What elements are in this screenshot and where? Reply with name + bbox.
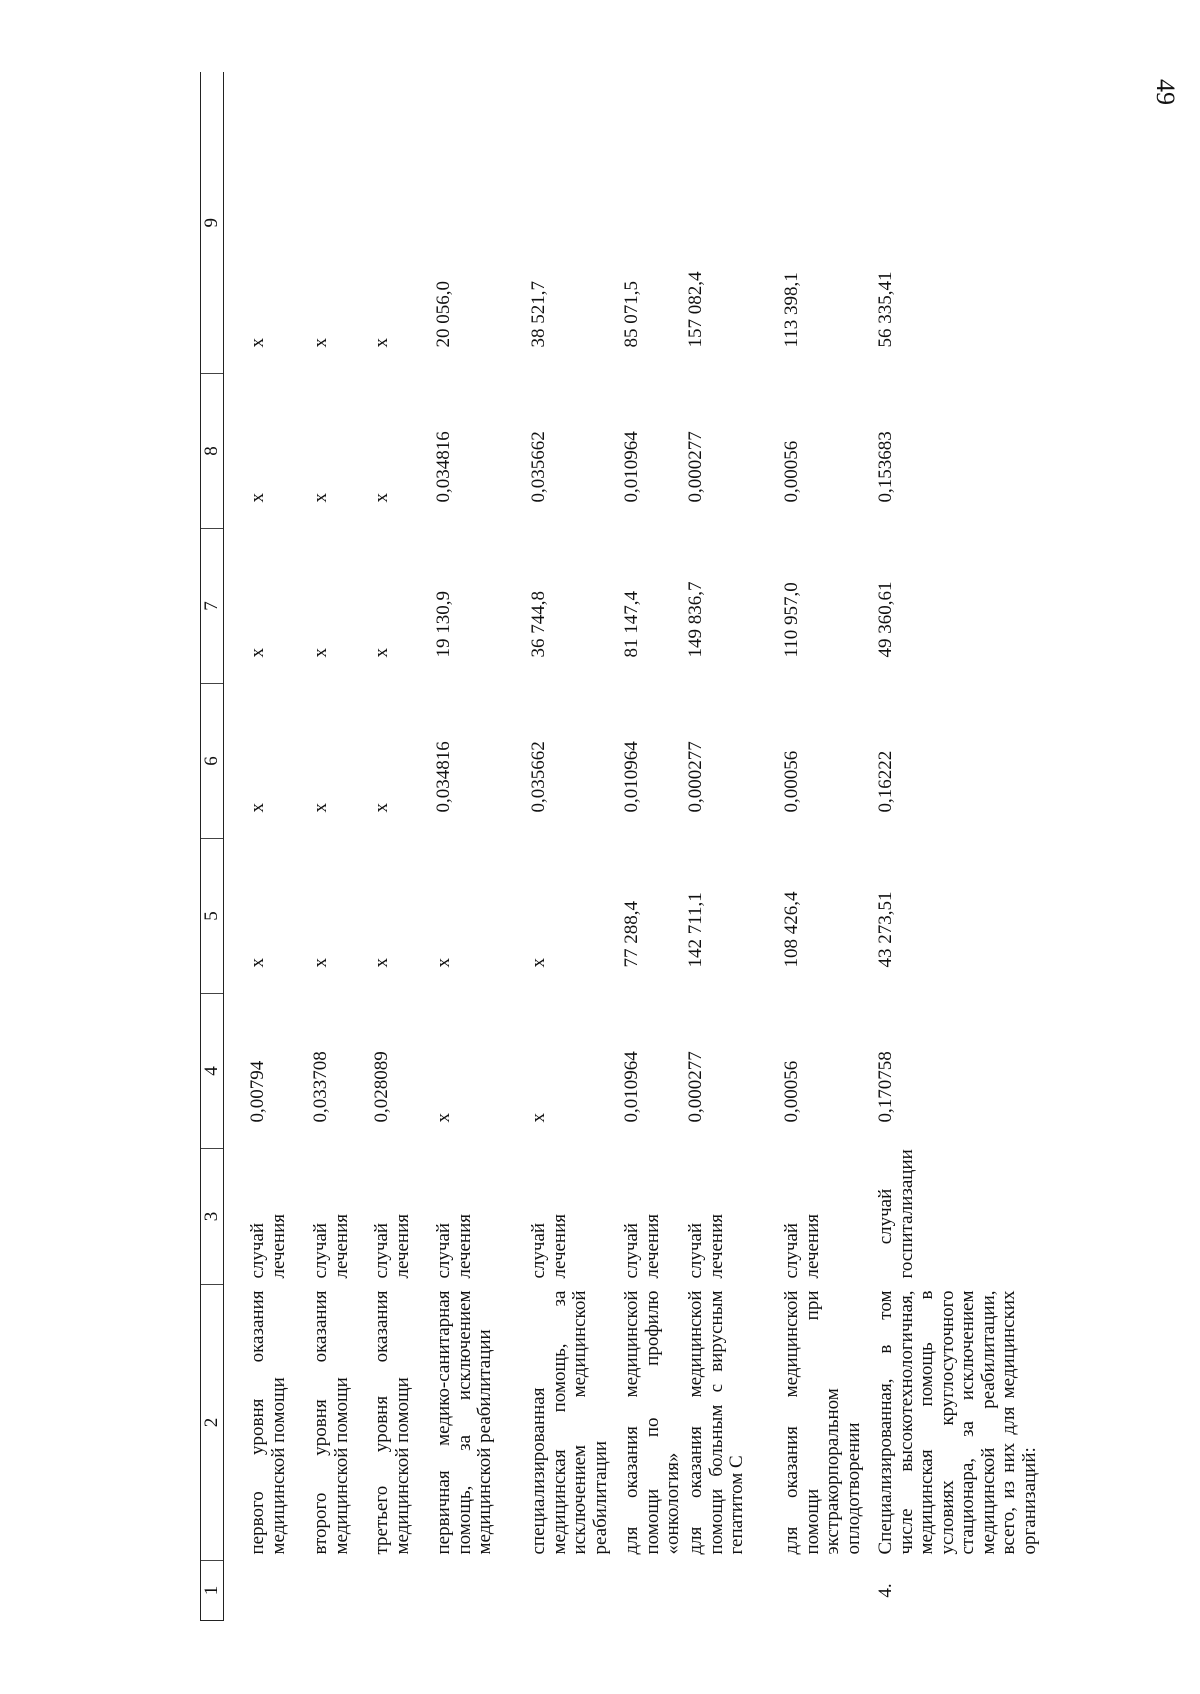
column-header-6: 6 [201, 684, 224, 839]
cell-col-9: 56 335,41 [875, 271, 896, 348]
cell-col-6: 0,00056 [781, 750, 802, 813]
cell-col-4: 0,00056 [781, 1060, 802, 1123]
rotated-page-content [200, 73, 1040, 1621]
cell-col-8: 0,035662 [528, 431, 549, 503]
cell-col-8: 0,000277 [685, 431, 706, 503]
column-header-5: 5 [201, 839, 224, 994]
cell-col-5: 108 426,4 [781, 891, 802, 968]
cell-col-9: 85 071,5 [621, 281, 642, 348]
row-number [529, 1561, 622, 1621]
row-number [311, 1561, 372, 1621]
cell-col-6: 0,010964 [621, 741, 642, 813]
cell-col-4: 0,00794 [247, 1060, 268, 1123]
header-row [201, 73, 224, 1621]
cell-col-4: 0,033708 [310, 1051, 331, 1123]
column-header-1: 1 [201, 1561, 224, 1621]
cell-col-4: х [528, 1113, 549, 1123]
cell-col-4: 0,010964 [621, 1051, 642, 1123]
row-number [224, 1561, 312, 1621]
cell-col-5: 77 288,4 [621, 901, 642, 968]
cell-col-9: х [247, 338, 268, 348]
cell-col-7: х [310, 648, 331, 658]
cell-col-9: 38 521,7 [528, 281, 549, 348]
cell-col-8: 0,153683 [875, 431, 896, 503]
column-header-2: 2 [201, 1285, 224, 1561]
cell-col-8: х [371, 493, 392, 503]
row-number: 4. [875, 1583, 896, 1598]
row-unit: случай лечения [371, 1213, 413, 1279]
cell-col-7: 19 130,9 [433, 591, 454, 658]
column-header-8: 8 [201, 374, 224, 529]
table-row [782, 73, 876, 1621]
cell-col-6: 0,035662 [528, 741, 549, 813]
column-header-7: 7 [201, 529, 224, 684]
table-row [311, 73, 372, 1621]
cell-col-7: 49 360,61 [875, 581, 896, 658]
row-name: специализированная медицинская помощь, за исключением медицинской реабилитации [528, 1290, 611, 1555]
cell-col-7: 81 147,4 [621, 591, 642, 658]
cell-col-9: 113 398,1 [781, 272, 802, 348]
row-name: первого уровня оказания медицинской помощи [247, 1290, 289, 1555]
table-row [622, 73, 686, 1621]
cell-col-9: 157 082,4 [685, 271, 706, 348]
table-row [529, 73, 622, 1621]
cell-col-5: х [528, 958, 549, 968]
table-row [876, 73, 1056, 1621]
cell-col-6: 0,16222 [875, 750, 896, 813]
cell-col-4: 0,170758 [875, 1051, 896, 1123]
table-row [686, 73, 782, 1621]
cell-col-7: 149 836,7 [685, 581, 706, 658]
row-number [686, 1561, 782, 1621]
page-number: 49 [1151, 79, 1180, 105]
cell-col-5: х [371, 958, 392, 968]
row-number [782, 1561, 876, 1621]
row-unit: случай госпитализации [875, 1149, 917, 1279]
cell-col-8: х [247, 493, 268, 503]
row-unit: случай лечения [781, 1213, 823, 1279]
cell-col-6: х [310, 803, 331, 813]
row-unit: случай лечения [247, 1213, 289, 1279]
table-row [224, 73, 312, 1621]
cell-col-5: х [310, 958, 331, 968]
row-number [372, 1561, 434, 1621]
cell-col-8: 0,034816 [433, 431, 454, 503]
cell-col-9: х [371, 338, 392, 348]
cell-col-9: 20 056,0 [433, 281, 454, 348]
cell-col-6: х [247, 803, 268, 813]
row-number [622, 1561, 686, 1621]
row-unit: случай лечения [685, 1213, 727, 1279]
row-unit: случай лечения [310, 1213, 352, 1279]
cell-col-5: х [247, 958, 268, 968]
cell-col-7: х [247, 648, 268, 658]
cell-col-5: 142 711,1 [685, 892, 706, 968]
row-unit: случай лечения [433, 1213, 475, 1279]
row-name: первичная медико-санитарная помощь, за исключением медицинской реабилитации [433, 1290, 496, 1555]
row-name: для оказания медицинской помощи по профилю «онкология» [621, 1290, 684, 1555]
cell-col-7: 36 744,8 [528, 591, 549, 658]
column-header-9: 9 [201, 73, 224, 374]
cell-col-7: 110 957,0 [781, 582, 802, 658]
row-name: для оказания медицинской помощи при экстракорпоральном оплодотворении [781, 1290, 864, 1555]
cell-col-8: 0,010964 [621, 431, 642, 503]
cell-col-6: 0,000277 [685, 741, 706, 813]
cell-col-6: х [371, 803, 392, 813]
cell-col-4: 0,028089 [371, 1051, 392, 1123]
cell-col-8: х [310, 493, 331, 503]
row-name: для оказания медицинской помощи больным с вирусным гепатитом С [685, 1290, 748, 1555]
row-unit: случай лечения [528, 1213, 570, 1279]
row-name: второго уровня оказания медицинской помощи [310, 1290, 352, 1555]
row-unit: случай лечения [621, 1213, 663, 1279]
cell-col-8: 0,00056 [781, 440, 802, 503]
cell-col-6: 0,034816 [433, 741, 454, 813]
table-row [434, 73, 529, 1621]
data-table [200, 73, 1056, 1622]
cell-col-7: х [371, 648, 392, 658]
cell-col-9: х [310, 338, 331, 348]
column-header-3: 3 [201, 1149, 224, 1285]
cell-col-5: х [433, 958, 454, 968]
row-name: третьего уровня оказания медицинской помощи [371, 1290, 413, 1555]
column-header-4: 4 [201, 994, 224, 1149]
row-number [434, 1561, 529, 1621]
cell-col-4: х [433, 1113, 454, 1123]
table-row [372, 73, 434, 1621]
cell-col-4: 0,000277 [685, 1051, 706, 1123]
cell-col-5: 43 273,51 [875, 891, 896, 968]
row-name: Специализированная, в том числе высокотехнологичная, медицинская помощь в условиях круглосуточного стационара, за исключением медицинской реабилитации, всего, из них для медицинских организаций: [875, 1290, 1040, 1555]
